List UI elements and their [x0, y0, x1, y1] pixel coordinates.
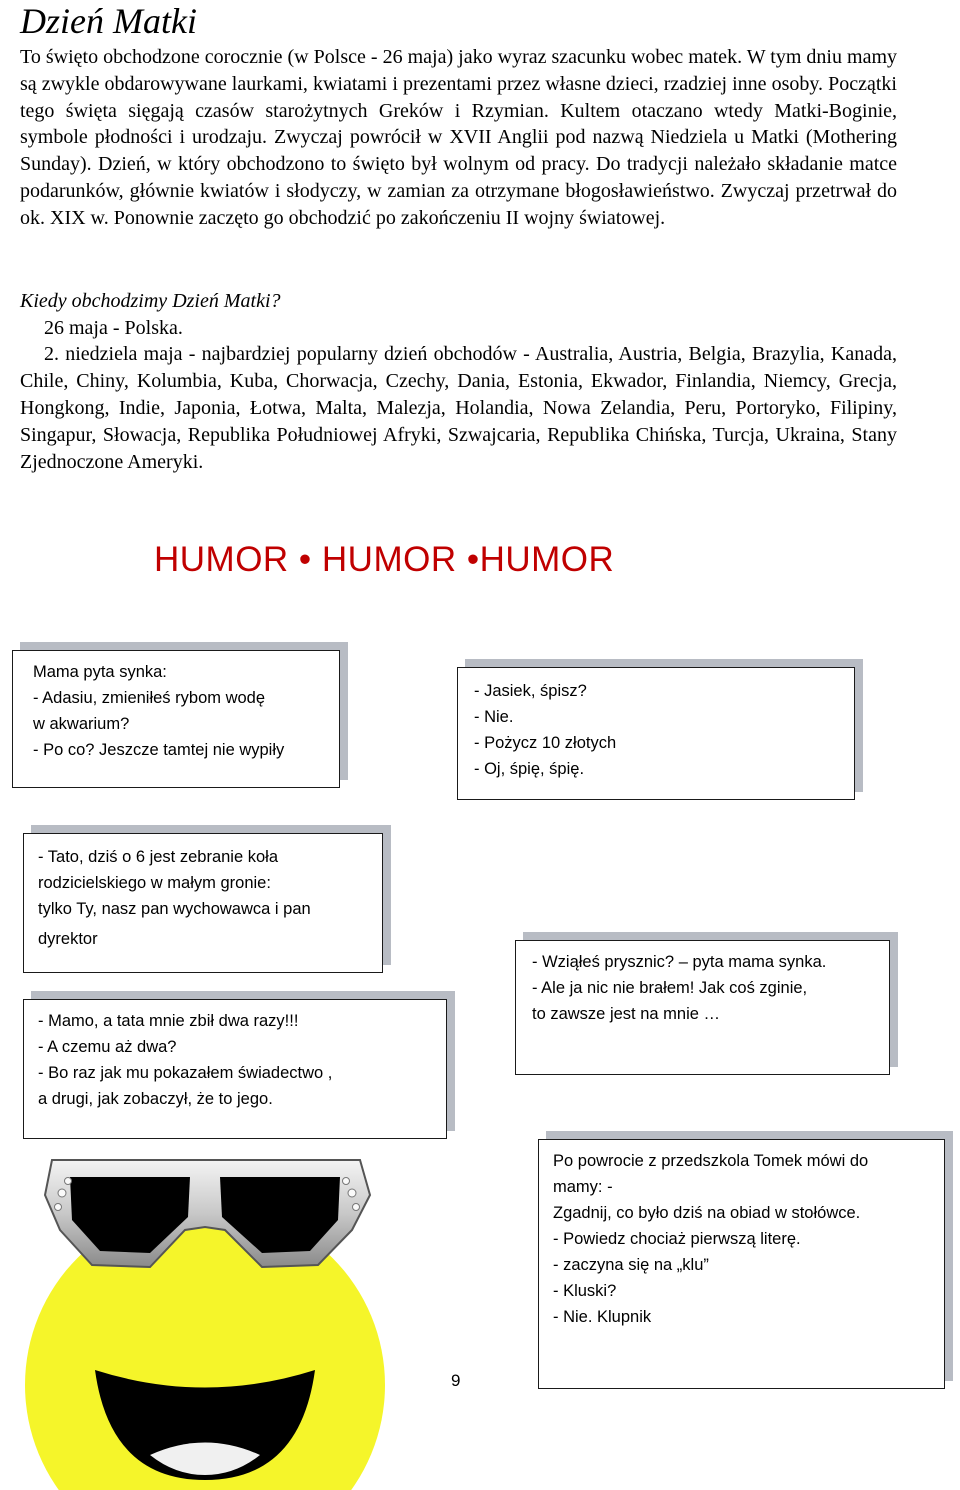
joke-line: to zawsze jest na mnie … [532, 1005, 720, 1023]
countries-paragraph: 2. niedziela maja - najbardziej popularny dzień obchodów - Australia, Austria, Belgia, Brazylia, Kanada, Chile, Chiny, Kolumbia, Kuba, Chorwacja, Czechy, Dania, Estonia, Ekwador, Finlandia, Niemcy, Grecja, Hongkong, Indie, Japonia, Łotwa, Malta, Malezja, Holandia, Nowa Zelandia, Peru, Portoryko, Filipiny, Singapur, Słowacja, Republika Południowej Afryki, Szwajcaria, Republika Chińska, Turcja, Ukraina, Stany Zjednoczone Ameryki. [20, 343, 897, 473]
joke-line: - Pożycz 10 złotych [474, 734, 617, 752]
humor-heading: HUMOR • HUMOR •HUMOR [154, 540, 615, 579]
joke-line: - zaczyna się na „klu” [553, 1256, 709, 1274]
joke-box-1 [12, 650, 340, 788]
joke-box-5 [23, 999, 447, 1139]
joke-line: a drugi, jak zobaczył, że to jego. [38, 1090, 273, 1108]
joke-line: - A czemu aż dwa? [38, 1038, 177, 1056]
joke-line: - Adasiu, zmieniłeś rybom wodę [33, 689, 266, 707]
joke-line: Mama pyta synka: [33, 663, 167, 681]
joke-line: w akwarium? [33, 715, 130, 733]
joke-box-3 [23, 833, 383, 973]
joke-line: - Po co? Jeszcze tamtej nie wypiły [33, 741, 285, 759]
joke-line: - Nie. Klupnik [553, 1308, 652, 1326]
joke-box-4 [515, 940, 890, 1075]
sunglasses-smiley-icon [0, 1155, 420, 1490]
joke-line: Zgadnij, co było dziś na obiad w stołówce. [553, 1204, 861, 1222]
intro-paragraph: To święto obchodzone corocznie (w Polsce - 26 maja) jako wyraz szacunku wobec matek. W tym dniu mamy są zwykle obdarowywane laurkami, kwiatami i prezentami przez własne dzieci, rzadziej inne osoby. Początki tego święta sięgają czasów starożytnych Greków i Rzymian. Kultem otaczano wtedy Matki-Boginie, symbole płodności i urodzaju. Zwyczaj powrócił w XVII Anglii pod nazwą Niedziela u Matki (Mothering Sunday). Dzień, w który obchodzono to święto był wolnym od pracy. Do tradycji należało składanie matce podarunków, głównie kwiatów i słodyczy, w zamian za otrzymane błogosławieństwo. Zwyczaj przetrwał do ok. XIX w. Ponownie zaczęto go obchodzić po zakończeniu II wojny światowej. [20, 46, 897, 229]
joke-line: - Jasiek, śpisz? [474, 682, 587, 700]
joke-box-2 [457, 667, 855, 800]
page-title: Dzień Matki [20, 1, 197, 41]
joke-line: - Ale ja nic nie brałem! Jak coś zginie, [532, 979, 808, 997]
page-number: 9 [451, 1371, 461, 1390]
joke-line: - Nie. [474, 708, 514, 726]
poland-date: 26 maja - Polska. [44, 317, 183, 339]
question-heading: Kiedy obchodzimy Dzień Matki? [20, 290, 281, 312]
joke-line: - Bo raz jak mu pokazałem świadectwo , [38, 1064, 333, 1082]
joke-box-6 [538, 1139, 945, 1389]
joke-line: - Tato, dziś o 6 jest zebranie koła [38, 848, 278, 866]
joke-line: - Kluski? [553, 1282, 617, 1300]
joke-line: mamy: - [553, 1178, 613, 1196]
joke-line: - Powiedz chociaż pierwszą literę. [553, 1230, 801, 1248]
joke-line: tylko Ty, nasz pan wychowawca i pan [38, 900, 311, 918]
joke-line: dyrektor [38, 930, 98, 948]
joke-line: - Oj, śpię, śpię. [474, 760, 585, 778]
joke-line: - Wziąłeś prysznic? – pyta mama synka. [532, 953, 827, 971]
joke-line: Po powrocie z przedszkola Tomek mówi do [553, 1152, 869, 1170]
joke-line: rodzicielskiego w małym gronie: [38, 874, 271, 892]
joke-line: - Mamo, a tata mnie zbił dwa razy!!! [38, 1012, 299, 1030]
